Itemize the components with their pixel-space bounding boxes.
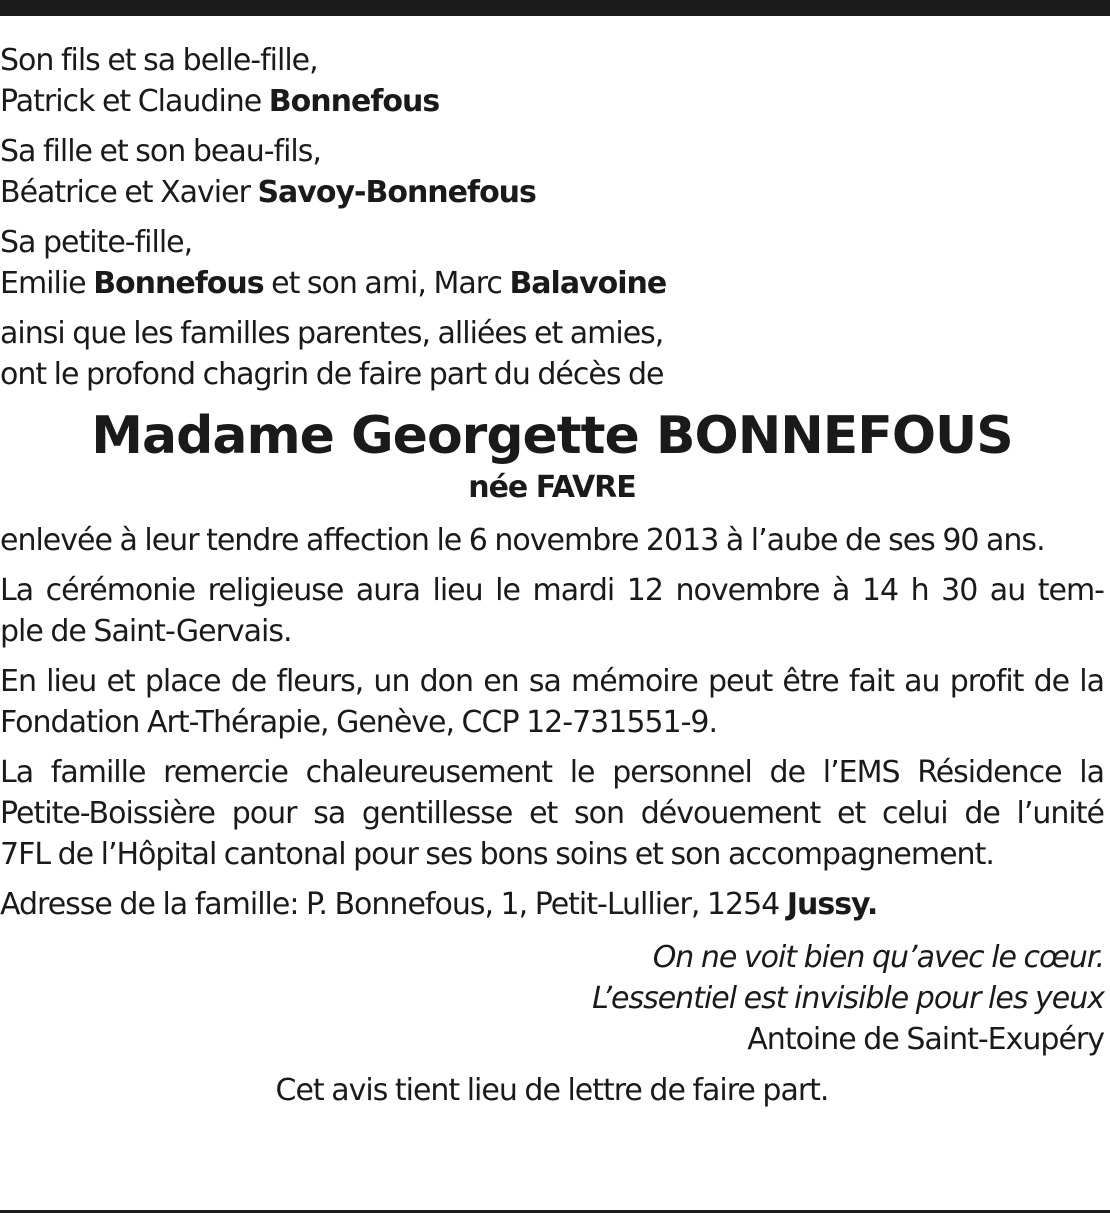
- ceremony-paragraph: [0, 570, 1104, 652]
- thanks-paragraph: [0, 752, 1104, 875]
- granddaughter-surname: Bonnefous: [93, 266, 264, 301]
- daughter-line: [0, 172, 1104, 213]
- top-rule: [0, 0, 1110, 16]
- son-line: [0, 81, 1104, 122]
- donation-line-2: Fondation Art-Thérapie, Genève, CCP 12-731551-9.: [0, 705, 718, 740]
- ceremony-line-2: ple de Saint-Gervais.: [0, 614, 292, 649]
- son-intro: Son fils et sa belle-fille,: [0, 43, 318, 78]
- quote-line-2: L’essentiel est invisible pour les yeux: [592, 981, 1104, 1016]
- granddaughter-line: [0, 263, 1104, 304]
- address-line: [0, 884, 1104, 925]
- maiden-name: née FAVRE: [468, 470, 636, 505]
- granddaughter-first: Emilie: [0, 266, 94, 301]
- granddaughter-intro: Sa petite-fille,: [0, 225, 193, 260]
- donation-line-1: En lieu et place de fleurs, un don en sa mémoire peut être fait au profit de la: [0, 664, 1104, 699]
- son-paragraph: [0, 40, 1104, 122]
- granddaughter-paragraph: [0, 222, 1104, 304]
- closing-note: Cet avis tient lieu de lettre de faire part.: [275, 1073, 829, 1108]
- death-paragraph: [0, 520, 1104, 561]
- obituary-notice: [0, 40, 1104, 1111]
- donation-paragraph: [0, 661, 1104, 743]
- son-names: Patrick et Claudine: [0, 84, 269, 119]
- families-line-1: ainsi que les familles parentes, alliées et amies,: [0, 316, 664, 351]
- deceased-block: [0, 404, 1104, 508]
- families-paragraph: [0, 313, 1104, 395]
- thanks-line-2: Petite-Boissière pour sa gentillesse et son dévouement et celui de l’unité: [0, 796, 1104, 831]
- quote-author: Antoine de Saint-Exupéry: [747, 1022, 1104, 1057]
- quote-block: [0, 937, 1104, 1060]
- ceremony-line-1: La cérémonie religieuse aura lieu le mardi 12 novembre à 14 h 30 au tem-: [0, 573, 1104, 608]
- address-town: Jussy.: [786, 887, 878, 922]
- address-paragraph: [0, 884, 1104, 925]
- granddaughter-mid: et son ami, Marc: [263, 266, 510, 301]
- daughter-intro: Sa fille et son beau-fils,: [0, 134, 321, 169]
- thanks-line-3: 7FL de l’Hôpital cantonal pour ses bons soins et son accompagnement.: [0, 837, 994, 872]
- deceased-name: Madame Georgette BONNEFOUS: [91, 406, 1013, 466]
- address-prefix: Adresse de la famille: P. Bonnefous, 1, Petit-Lullier, 1254: [0, 887, 787, 922]
- daughter-surname: Savoy-Bonnefous: [257, 175, 536, 210]
- death-line: enlevée à leur tendre affection le 6 novembre 2013 à l’aube de ses 90 ans.: [0, 523, 1045, 558]
- friend-surname: Balavoine: [509, 266, 667, 301]
- bottom-rule: [0, 1210, 1110, 1213]
- daughter-names: Béatrice et Xavier: [0, 175, 258, 210]
- families-line-2: ont le profond chagrin de faire part du décès de: [0, 357, 664, 392]
- daughter-paragraph: [0, 131, 1104, 213]
- thanks-line-1: La famille remercie chaleureusement le personnel de l’EMS Résidence la: [0, 755, 1104, 790]
- quote-line-1: On ne voit bien qu’avec le cœur.: [652, 940, 1104, 975]
- son-surname: Bonnefous: [268, 84, 440, 119]
